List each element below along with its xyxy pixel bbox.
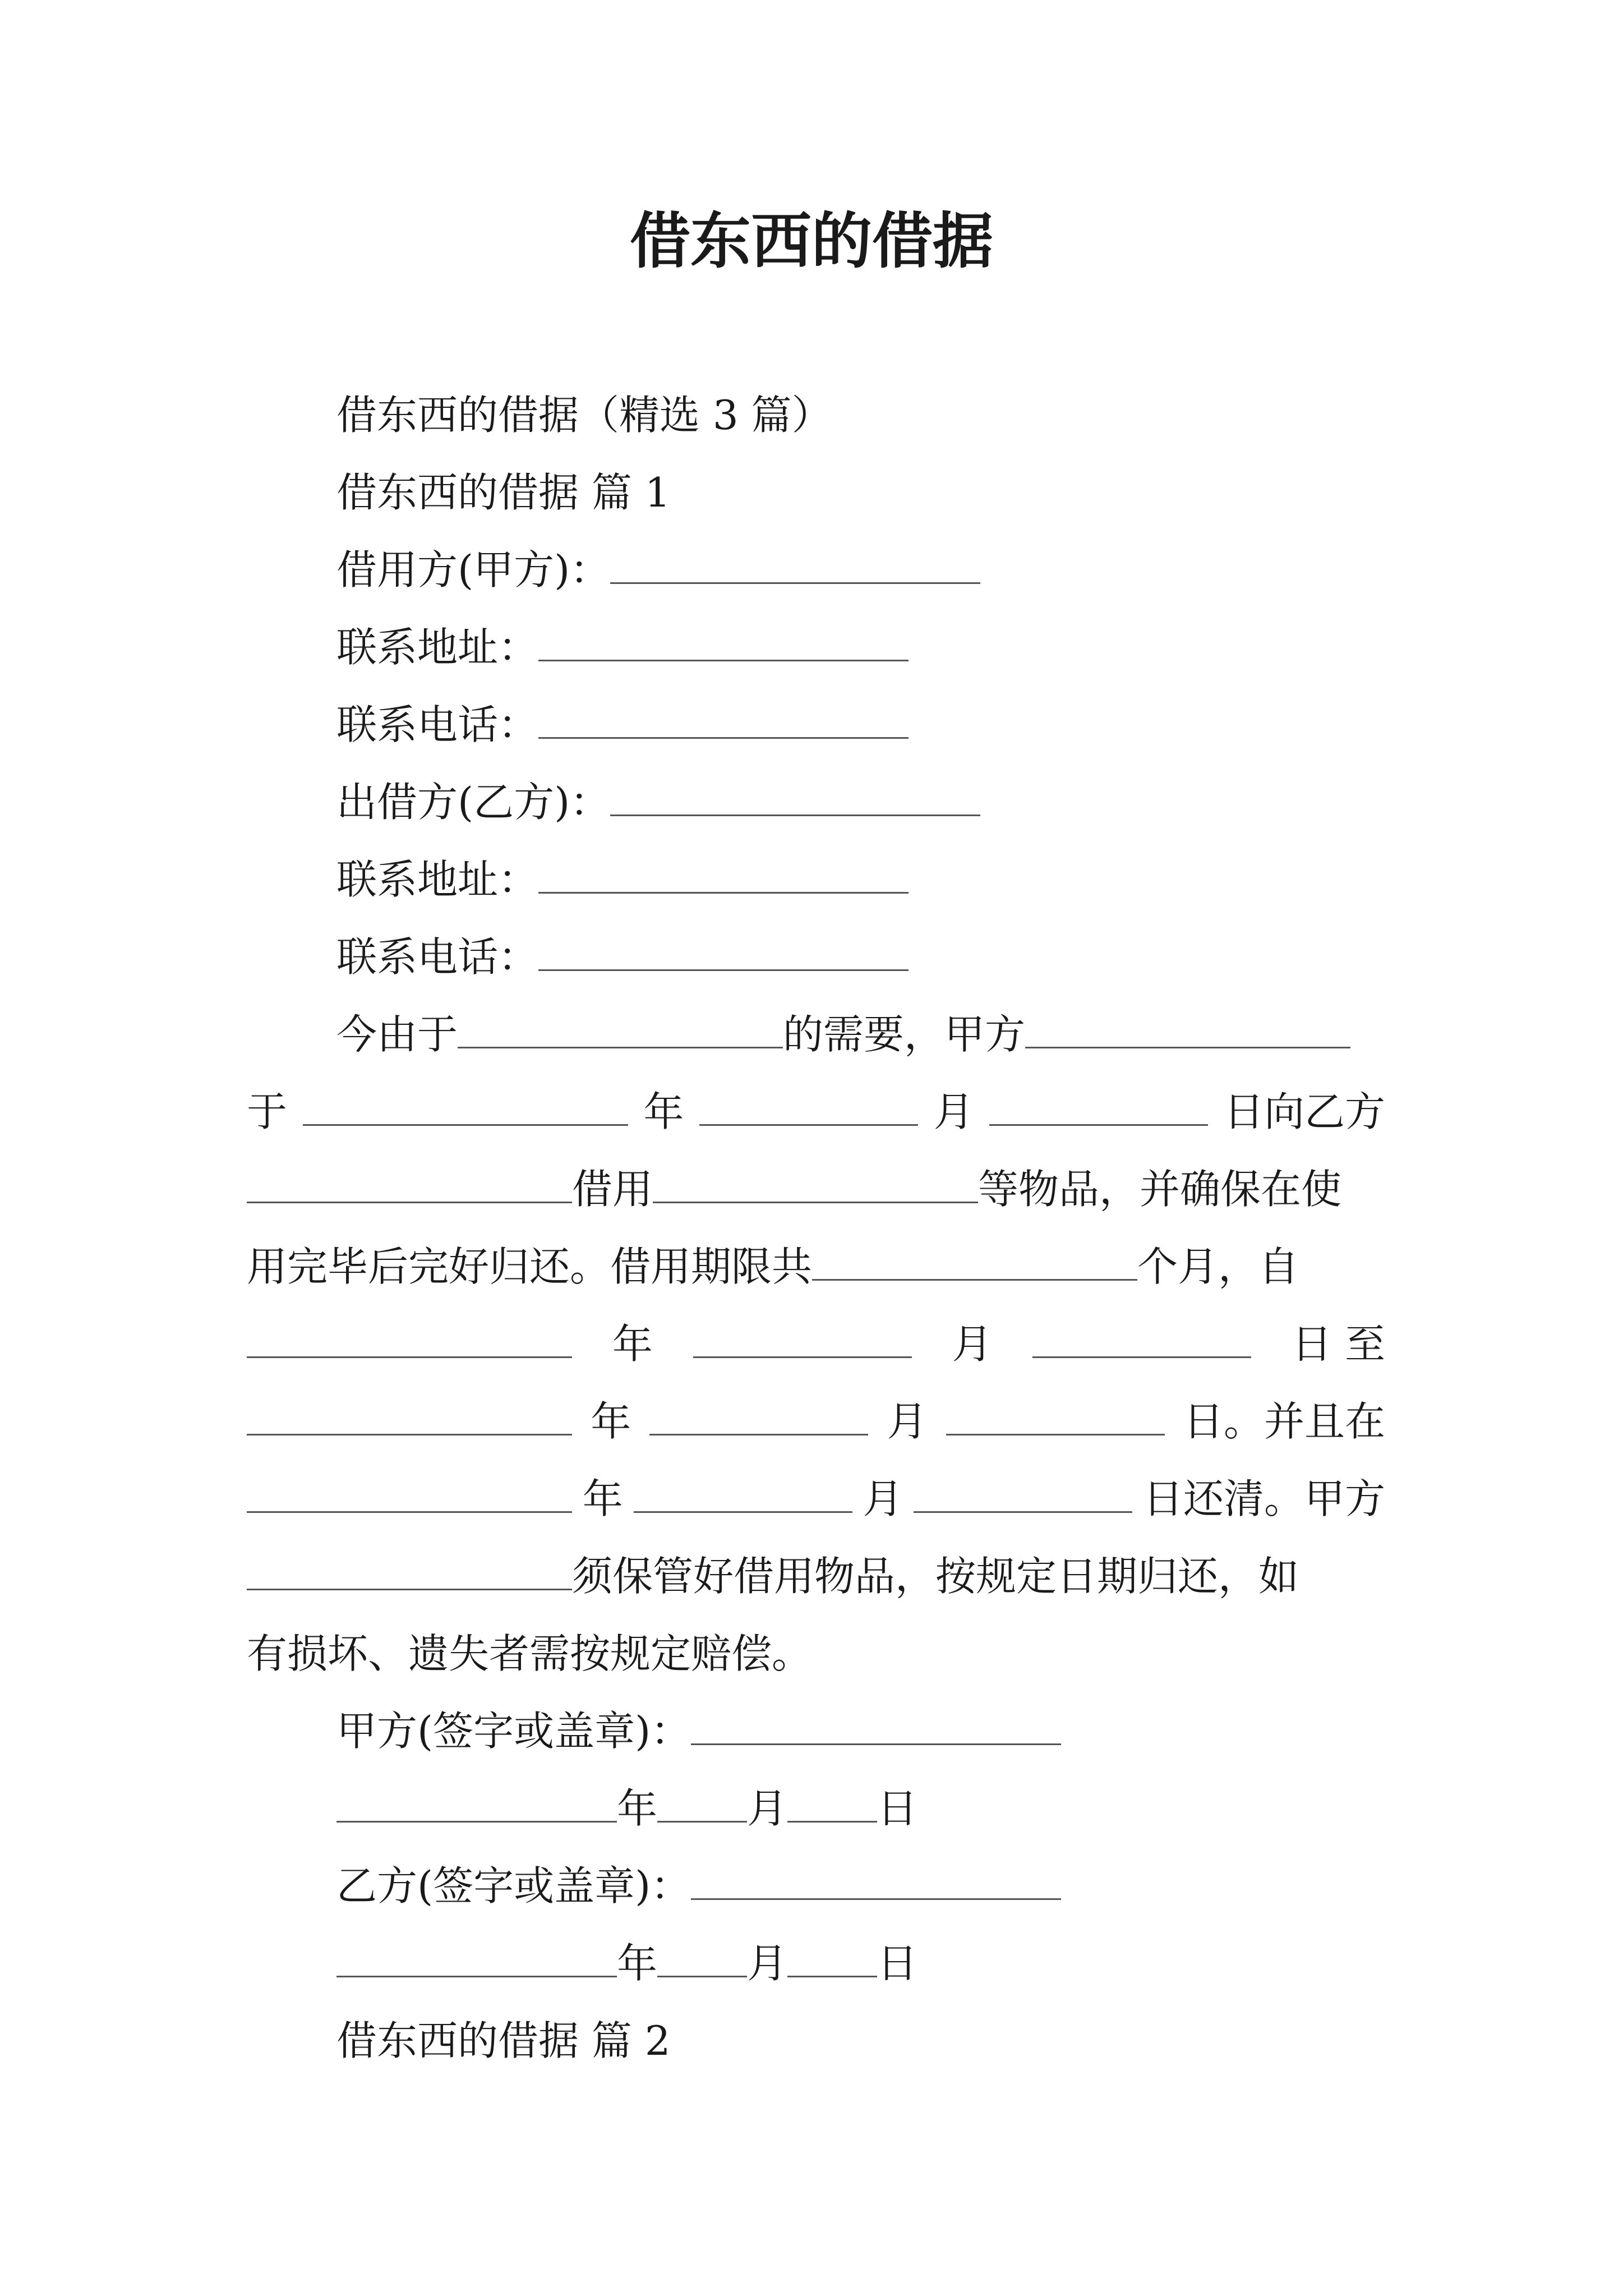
- party-b-signature-label: 乙方(签字或盖章)：: [336, 1862, 691, 1910]
- body-text: 的需要，甲方: [783, 1011, 1026, 1058]
- day-label: 日: [877, 1785, 918, 1832]
- body-line-2: [247, 1084, 1385, 1140]
- body-text: 等物品，并确保在使: [978, 1166, 1342, 1213]
- lender-field: [336, 774, 980, 830]
- lender-phone-blank: [538, 930, 909, 971]
- date-blank: [247, 1395, 572, 1435]
- body-text: 用完毕后完好归还。借用期限共: [247, 1243, 813, 1290]
- year-label: 年: [617, 1940, 658, 1987]
- body-text: 年: [582, 1475, 623, 1522]
- party-b-blank: [247, 1162, 572, 1203]
- signature-blank: [691, 1859, 1061, 1900]
- date-blank: [1032, 1317, 1251, 1358]
- body-text: 日向乙方: [1223, 1088, 1385, 1135]
- body-line-6: [247, 1393, 1385, 1450]
- body-text: 日 至: [1292, 1320, 1385, 1368]
- date-blank: [946, 1395, 1165, 1435]
- address-blank: [538, 620, 909, 661]
- party-a-blank: [247, 1549, 572, 1590]
- document-title: 借东西的借据: [629, 206, 993, 277]
- phone-label: 联系电话：: [336, 701, 539, 748]
- date-blank: [699, 1085, 918, 1126]
- party-b-date: [336, 1935, 917, 1991]
- phone-blank: [538, 698, 909, 739]
- body-line-7: [247, 1471, 1385, 1527]
- lender-label: 出借方(乙方)：: [336, 779, 611, 826]
- month-label: 月: [747, 1785, 788, 1832]
- lender-address-label: 联系地址：: [336, 856, 539, 903]
- body-text: 借用: [572, 1166, 653, 1213]
- borrower-blank: [610, 543, 980, 584]
- borrower-label: 借用方(甲方)：: [336, 546, 611, 593]
- year-label: 年: [617, 1785, 658, 1832]
- body-text: 于: [247, 1088, 288, 1135]
- body-line-8: [247, 1548, 1299, 1604]
- signature-blank: [691, 1704, 1061, 1745]
- date-blank: [247, 1317, 572, 1358]
- day-blank: [787, 1936, 877, 1977]
- phone-field: [336, 697, 909, 753]
- address-label: 联系地址：: [336, 624, 539, 671]
- body-text: 年: [591, 1398, 631, 1445]
- month-blank: [657, 1782, 747, 1823]
- body-text: 须保管好借用物品，按规定日期归还，如: [572, 1553, 1299, 1600]
- body-text: 年: [643, 1088, 684, 1135]
- lender-phone-field: [336, 929, 909, 985]
- body-text: 日。并且在: [1183, 1398, 1385, 1445]
- body-text: 今由于: [336, 1011, 458, 1058]
- body-text: 月: [933, 1088, 974, 1135]
- date-blank: [914, 1472, 1132, 1513]
- month-label: 月: [747, 1940, 788, 1987]
- body-text: 个月，自: [1137, 1243, 1299, 1290]
- reason-blank: [458, 1007, 783, 1048]
- day-label: 日: [877, 1940, 918, 1987]
- body-line-1: [336, 1006, 1350, 1062]
- date-blank: [693, 1317, 912, 1358]
- party-a-signature: [336, 1703, 1061, 1759]
- party-a-date: [336, 1780, 917, 1837]
- section-heading-1: 借东西的借据 篇 1: [336, 469, 671, 516]
- party-a-signature-label: 甲方(签字或盖章)：: [336, 1708, 691, 1755]
- section-heading-2: 借东西的借据 篇 2: [336, 2017, 671, 2064]
- body-text: 月: [863, 1475, 903, 1522]
- lender-address-field: [336, 852, 909, 908]
- item-blank: [653, 1162, 978, 1203]
- party-a-blank: [1025, 1007, 1350, 1048]
- body-line-9: [247, 1626, 812, 1682]
- date-blank: [634, 1472, 852, 1513]
- date-blank: [303, 1085, 628, 1126]
- lender-address-blank: [538, 853, 909, 894]
- day-blank: [787, 1782, 877, 1823]
- body-text: 月: [952, 1320, 993, 1368]
- lender-phone-label: 联系电话：: [336, 933, 539, 981]
- body-line-5: [247, 1316, 1385, 1372]
- date-blank: [247, 1472, 572, 1513]
- borrower-field: [336, 542, 980, 598]
- date-blank: [989, 1085, 1208, 1126]
- lender-blank: [610, 775, 980, 816]
- body-text: 年: [612, 1320, 653, 1368]
- body-line-4: [247, 1239, 1299, 1295]
- party-b-signature: [336, 1858, 1061, 1914]
- body-text: 月: [887, 1398, 928, 1445]
- body-text: 有损坏、遗失者需按规定赔偿。: [247, 1630, 813, 1677]
- address-field: [336, 619, 909, 675]
- year-blank: [336, 1936, 617, 1977]
- date-blank: [649, 1395, 868, 1435]
- period-blank: [812, 1240, 1137, 1281]
- month-blank: [657, 1936, 747, 1977]
- year-blank: [336, 1782, 617, 1823]
- body-text: 日还清。甲方: [1142, 1475, 1385, 1522]
- subtitle: 借东西的借据（精选 3 篇）: [336, 392, 832, 439]
- body-line-3: [247, 1161, 1341, 1217]
